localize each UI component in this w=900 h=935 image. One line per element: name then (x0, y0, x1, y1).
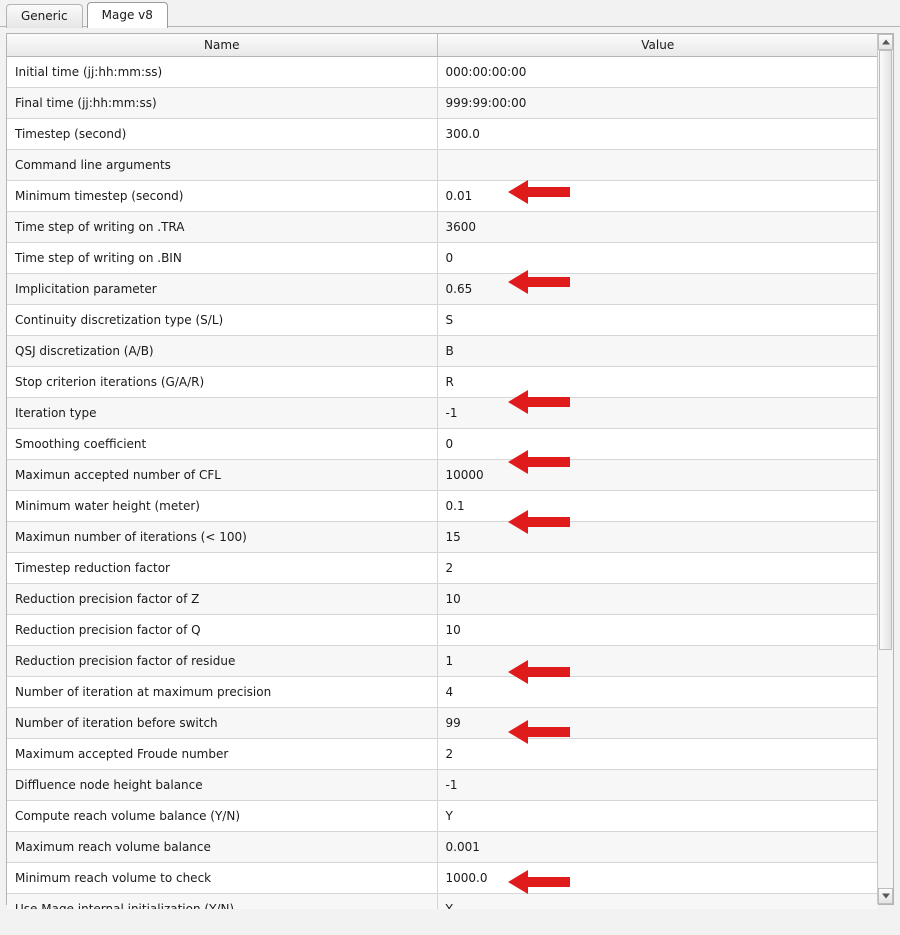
table-row[interactable] (7, 832, 878, 863)
parameter-name-cell: Command line arguments (7, 150, 437, 181)
parameter-value-cell[interactable] (437, 150, 878, 181)
parameter-value-cell[interactable]: 10 (437, 615, 878, 646)
table-row[interactable] (7, 305, 878, 336)
table-row[interactable] (7, 429, 878, 460)
table-body (7, 57, 878, 925)
parameter-name-cell: Maximum reach volume balance (7, 832, 437, 863)
table-row[interactable] (7, 181, 878, 212)
table-row[interactable] (7, 770, 878, 801)
parameter-name-cell: Initial time (jj:hh:mm:ss) (7, 57, 437, 88)
parameter-name-cell: Timestep reduction factor (7, 553, 437, 584)
parameter-value-cell[interactable]: S (437, 305, 878, 336)
scroll-up-button[interactable] (878, 34, 893, 50)
parameter-value-cell[interactable]: 0.1 (437, 491, 878, 522)
parameter-value-cell[interactable]: 4 (437, 677, 878, 708)
parameter-name-cell: Maximum accepted Froude number (7, 739, 437, 770)
parameter-name-cell: Maximun number of iterations (< 100) (7, 522, 437, 553)
parameter-value-cell[interactable]: B (437, 336, 878, 367)
tab-bar (0, 0, 900, 27)
table-row[interactable] (7, 646, 878, 677)
parameter-value-cell[interactable]: 000:00:00:00 (437, 57, 878, 88)
parameter-value-cell[interactable]: 0.01 (437, 181, 878, 212)
table-row[interactable] (7, 150, 878, 181)
parameter-name-cell: Reduction precision factor of Z (7, 584, 437, 615)
parameter-value-cell[interactable]: -1 (437, 398, 878, 429)
parameter-name-cell: Stop criterion iterations (G/A/R) (7, 367, 437, 398)
vertical-scrollbar[interactable] (877, 34, 893, 904)
table-header-row (7, 34, 878, 57)
parameters-panel (6, 33, 894, 905)
table-row[interactable] (7, 522, 878, 553)
parameter-name-cell: Smoothing coefficient (7, 429, 437, 460)
parameter-name-cell: QSJ discretization (A/B) (7, 336, 437, 367)
parameter-value-cell[interactable]: 2 (437, 553, 878, 584)
chevron-down-icon (882, 894, 890, 899)
parameter-name-cell: Number of iteration at maximum precision (7, 677, 437, 708)
tab-mage-v8-label: Mage v8 (101, 8, 153, 22)
parameter-value-cell[interactable]: 0 (437, 429, 878, 460)
table-row[interactable] (7, 739, 878, 770)
parameter-value-cell[interactable]: 300.0 (437, 119, 878, 150)
table-row[interactable] (7, 57, 878, 88)
table-row[interactable] (7, 491, 878, 522)
table-row[interactable] (7, 398, 878, 429)
parameter-name-cell: Diffluence node height balance (7, 770, 437, 801)
chevron-up-icon (882, 40, 890, 45)
parameter-name-cell: Implicitation parameter (7, 274, 437, 305)
parameter-name-cell: Number of iteration before switch (7, 708, 437, 739)
parameter-name-cell: Reduction precision factor of Q (7, 615, 437, 646)
table-row[interactable] (7, 212, 878, 243)
tab-generic[interactable] (6, 4, 83, 28)
column-header-name[interactable]: Name (7, 34, 437, 57)
parameter-name-cell: Reduction precision factor of residue (7, 646, 437, 677)
tab-generic-label: Generic (21, 9, 68, 23)
parameter-name-cell: Minimum water height (meter) (7, 491, 437, 522)
table-row[interactable] (7, 708, 878, 739)
table-row[interactable] (7, 553, 878, 584)
table-row[interactable] (7, 460, 878, 491)
parameter-value-cell[interactable]: 10 (437, 584, 878, 615)
status-bar (0, 909, 900, 935)
parameter-name-cell: Final time (jj:hh:mm:ss) (7, 88, 437, 119)
table-row[interactable] (7, 243, 878, 274)
column-header-value[interactable]: Value (437, 34, 878, 57)
table-row[interactable] (7, 274, 878, 305)
parameters-table (7, 34, 878, 925)
parameter-name-cell: Maximun accepted number of CFL (7, 460, 437, 491)
table-row[interactable] (7, 677, 878, 708)
parameter-value-cell[interactable]: 99 (437, 708, 878, 739)
tab-mage-v8[interactable] (87, 2, 168, 28)
parameter-value-cell[interactable]: 10000 (437, 460, 878, 491)
parameter-value-cell[interactable]: -1 (437, 770, 878, 801)
parameter-name-cell: Iteration type (7, 398, 437, 429)
table-row[interactable] (7, 615, 878, 646)
parameter-name-cell: Continuity discretization type (S/L) (7, 305, 437, 336)
parameter-value-cell[interactable]: 0 (437, 243, 878, 274)
parameter-value-cell[interactable]: 1000.0 (437, 863, 878, 894)
parameter-value-cell[interactable]: 15 (437, 522, 878, 553)
parameter-value-cell[interactable]: 3600 (437, 212, 878, 243)
table-row[interactable] (7, 367, 878, 398)
scrollbar-track[interactable] (878, 50, 893, 888)
table-row[interactable] (7, 88, 878, 119)
table-row[interactable] (7, 336, 878, 367)
parameter-value-cell[interactable]: Y (437, 801, 878, 832)
parameter-value-cell[interactable]: 999:99:00:00 (437, 88, 878, 119)
parameter-name-cell: Minimum reach volume to check (7, 863, 437, 894)
table-row[interactable] (7, 801, 878, 832)
parameter-value-cell[interactable]: 0.65 (437, 274, 878, 305)
parameter-value-cell[interactable]: 0.001 (437, 832, 878, 863)
parameter-value-cell[interactable]: 1 (437, 646, 878, 677)
parameter-name-cell: Timestep (second) (7, 119, 437, 150)
parameter-value-cell[interactable]: 2 (437, 739, 878, 770)
parameter-name-cell: Time step of writing on .TRA (7, 212, 437, 243)
parameter-name-cell: Time step of writing on .BIN (7, 243, 437, 274)
scrollbar-thumb[interactable] (879, 50, 892, 650)
parameter-value-cell[interactable]: R (437, 367, 878, 398)
scroll-down-button[interactable] (878, 888, 893, 904)
table-row[interactable] (7, 584, 878, 615)
table-row[interactable] (7, 863, 878, 894)
parameters-table-viewport (7, 34, 878, 904)
parameter-name-cell: Minimum timestep (second) (7, 181, 437, 212)
table-row[interactable] (7, 119, 878, 150)
parameter-name-cell: Compute reach volume balance (Y/N) (7, 801, 437, 832)
